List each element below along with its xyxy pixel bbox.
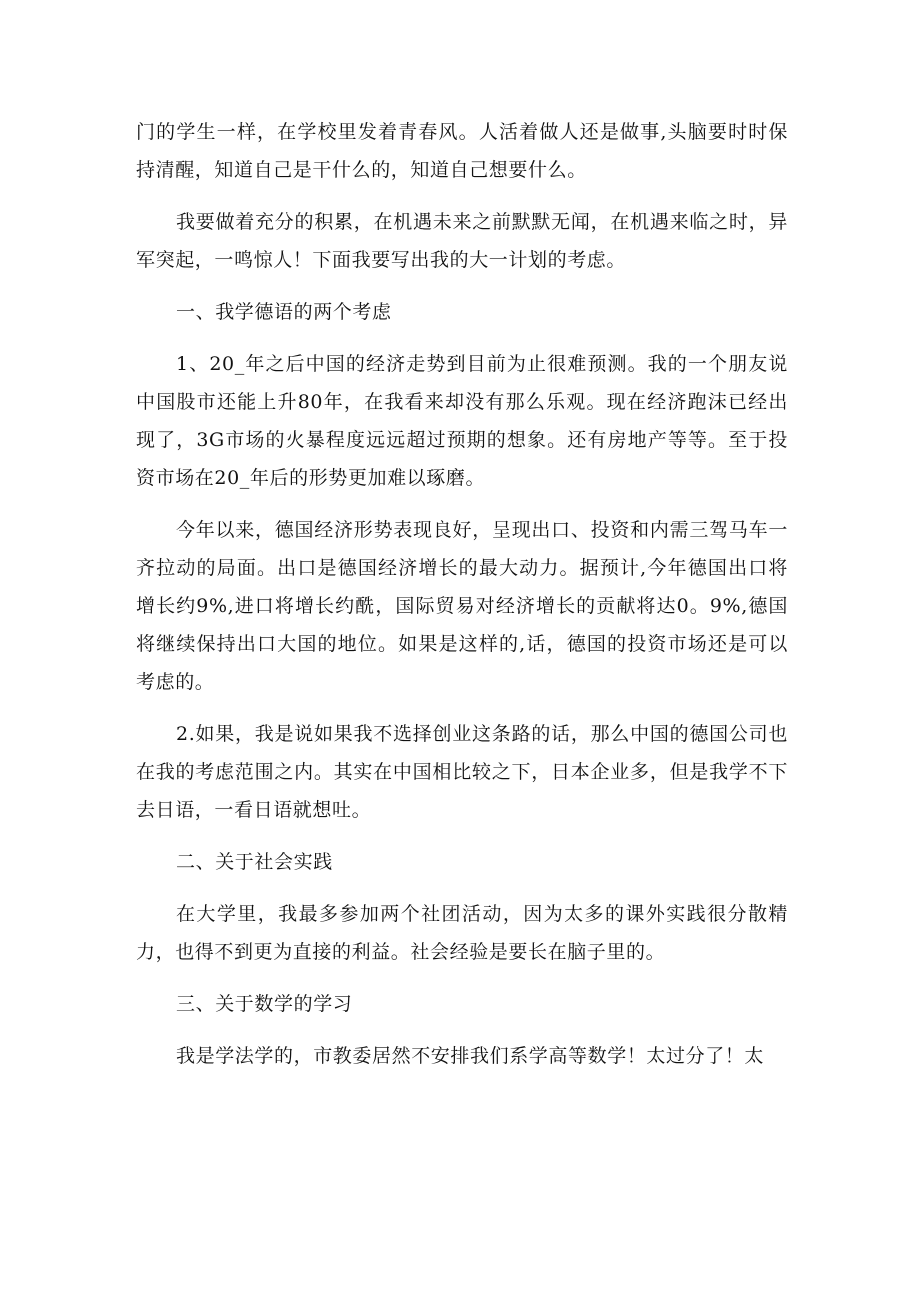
paragraph: 我是学法学的，市教委居然不安排我们系学高等数学！太过分了！太 xyxy=(176,1045,765,1067)
paragraph: 1、20_年之后中国的经济走势到目前为止很难预测。我的一个朋友说中国股市还能上升80年，在我看来却没有那么乐观。现在经济跑沫已经出现了，3G市场的火暴程度远远超过预期的想象。还有房地产等等。至于投资市场在20_年后的形势更加难以琢磨。 xyxy=(136,353,788,489)
section-heading: 一、我学德语的两个考虑 xyxy=(176,301,392,323)
paragraph: 我要做着充分的积累，在机遇未来之前默默无闻，在机遇来临之时，异军突起，一鸣惊人！下面我要写出我的大一计划的考虑。 xyxy=(136,211,788,271)
section-heading: 二、关于社会实践 xyxy=(176,851,333,873)
paragraph: 2.如果，我是说如果我不选择创业这条路的话，那么中国的德国公司也在我的考虑范围之内。其实在中国相比较之下，日本企业多，但是我学不下去日语，一看日语就想吐。 xyxy=(136,723,788,821)
section-heading: 三、关于数学的学习 xyxy=(176,993,353,1015)
document-body xyxy=(136,113,788,1089)
paragraph: 在大学里，我最多参加两个社团活动，因为太多的课外实践很分散精力，也得不到更为直接的利益。社会经验是要长在脑子里的。 xyxy=(136,903,788,963)
paragraph: 今年以来，德国经济形势表现良好，呈现出口、投资和内需三驾马车一齐拉动的局面。出口是德国经济增长的最大动力。据预计,今年德国出口将增长约9%,进口将增长约酰，国际贸易对经济增长的贡献将达0。9%,德国将继续保持出口大国的地位。如果是这样的,话，德国的投资市场还是可以考虑的。 xyxy=(136,519,788,693)
paragraph: 门的学生一样，在学校里发着青春风。人活着做人还是做事,头脑要时时保持清醒，知道自己是干什么的，知道自己想要什么。 xyxy=(136,121,788,181)
